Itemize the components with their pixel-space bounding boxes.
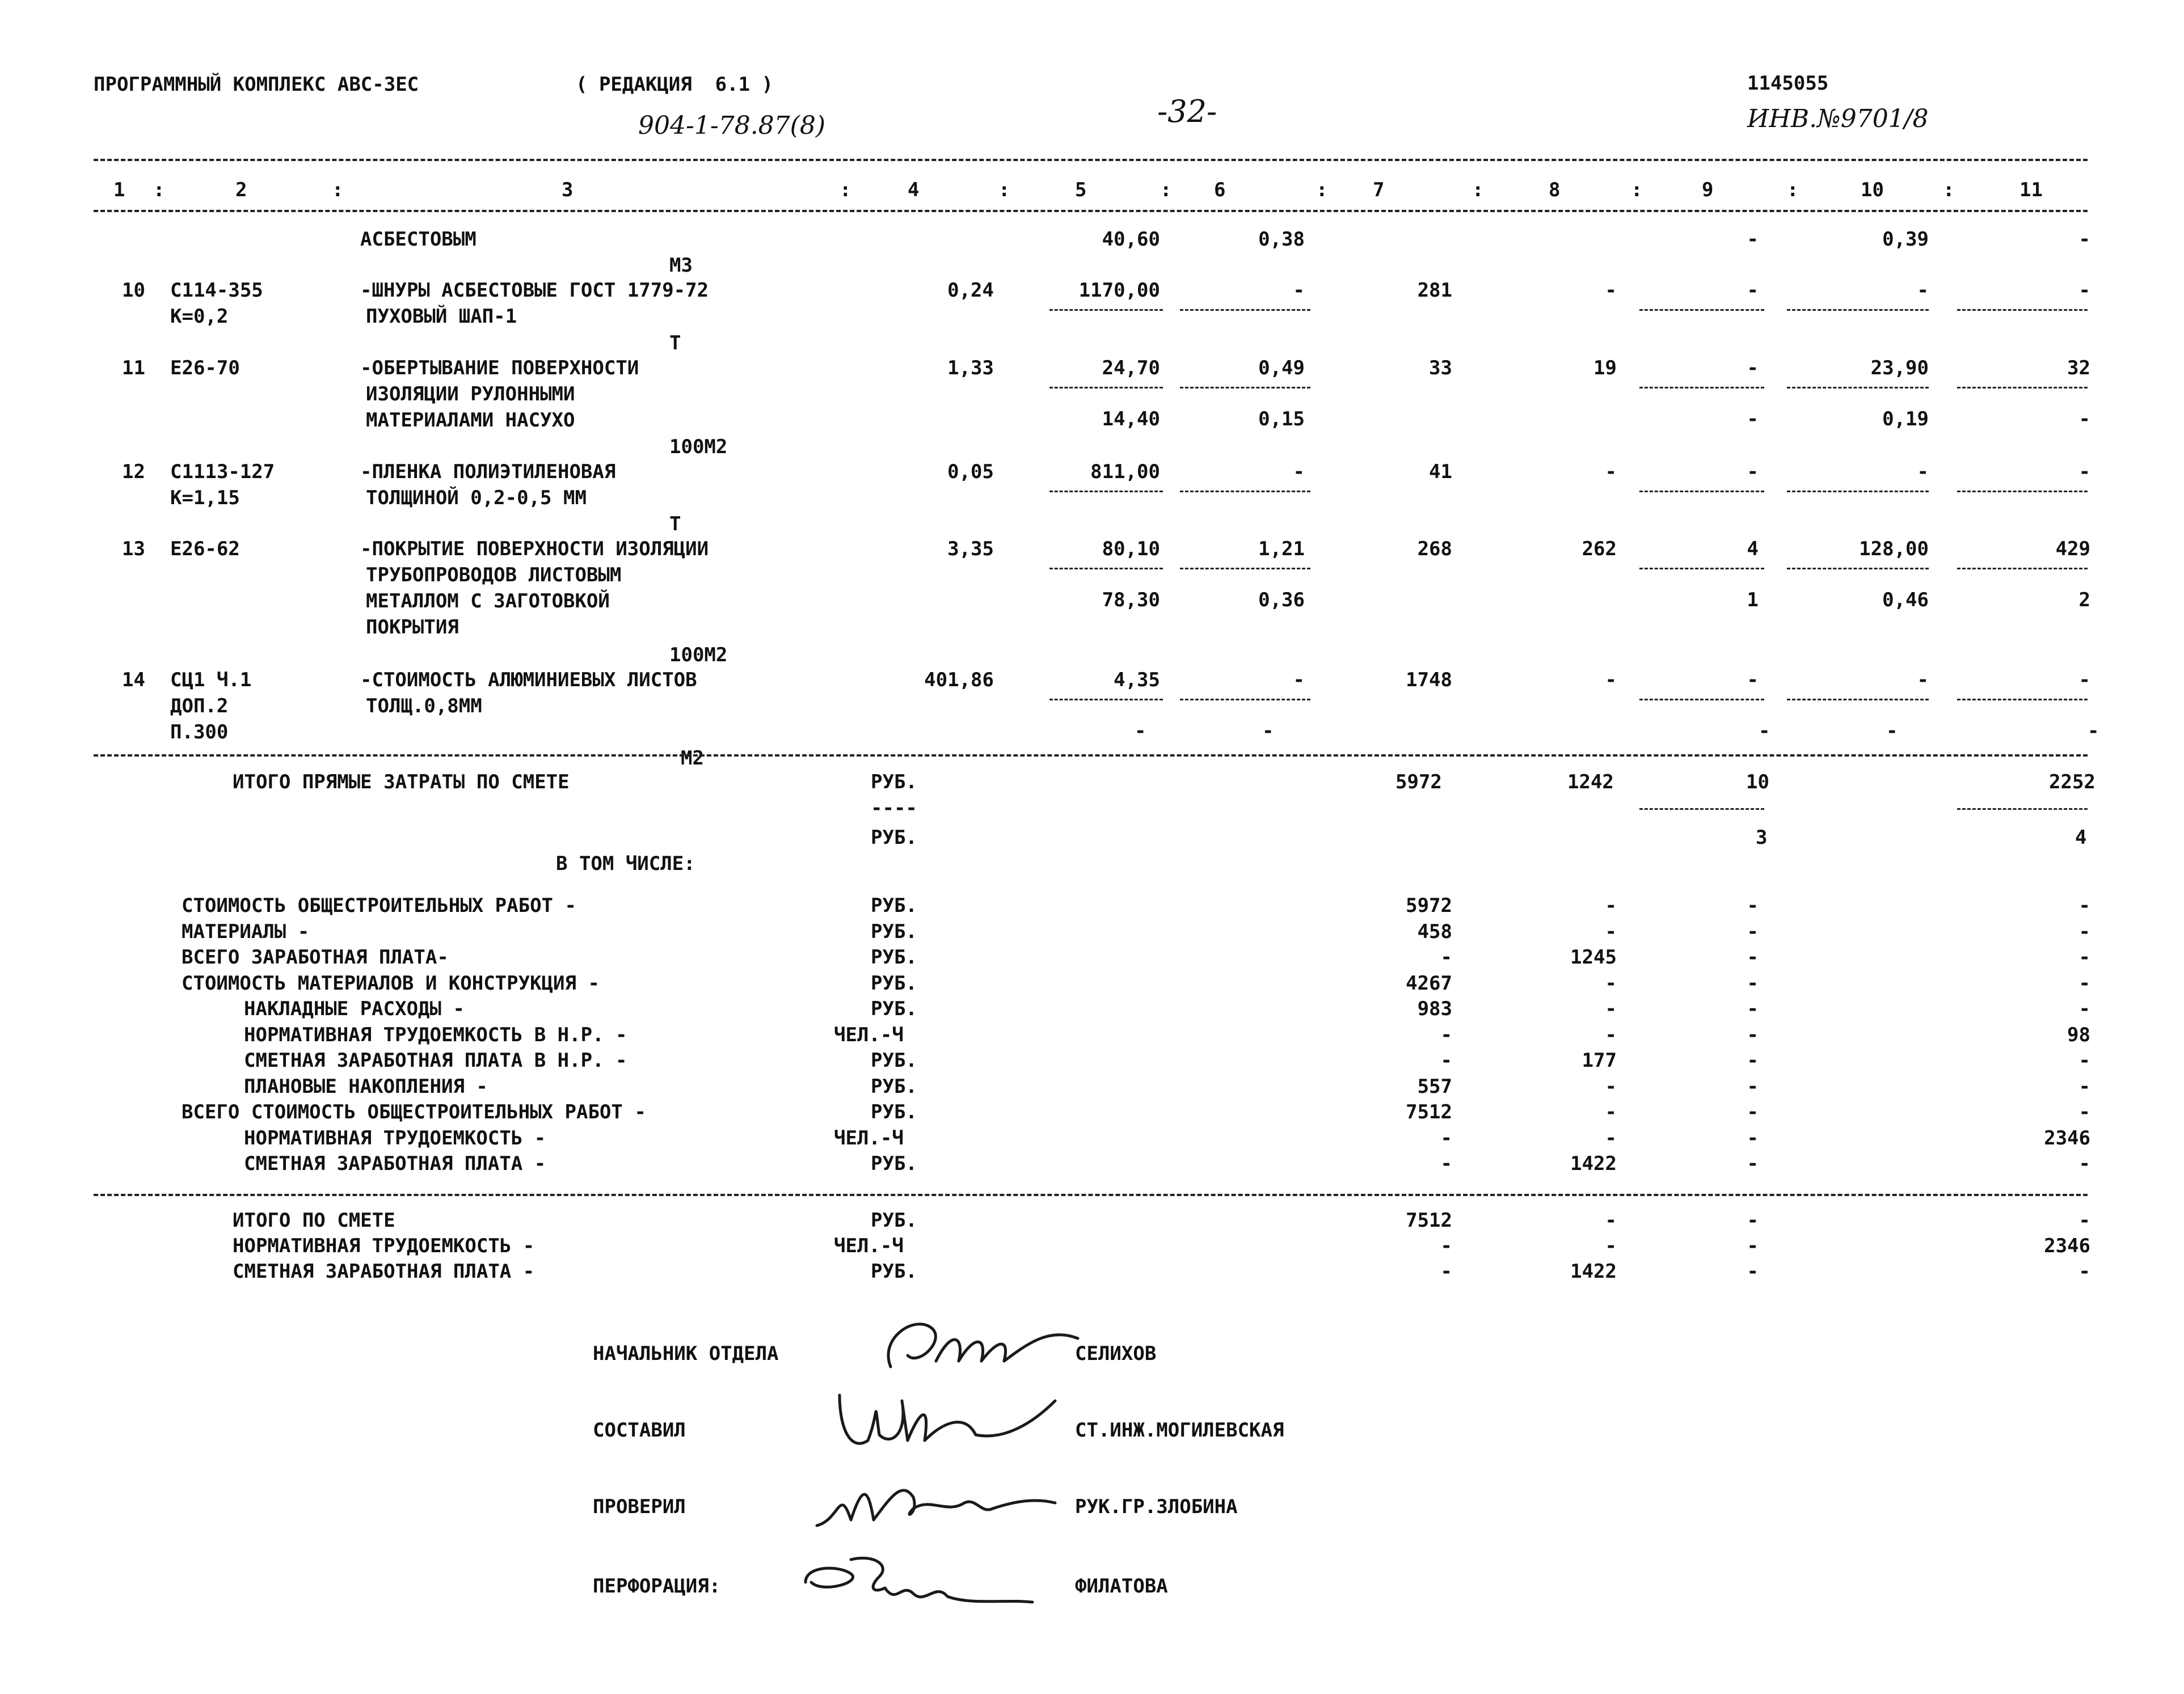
cell-qty: 0,05: [947, 461, 994, 483]
cell-empty-dash: -: [1886, 720, 1898, 742]
summary-unit: РУБ.: [871, 1101, 917, 1123]
row-number: 13: [122, 538, 145, 560]
cell-qty: 401,86: [924, 669, 994, 691]
summary-c11: -: [2078, 1101, 2090, 1123]
cell-c5b: 78,30: [1102, 589, 1160, 611]
summary-c9: -: [1747, 971, 1759, 995]
row-name-line: МЕТАЛЛОМ С ЗАГОТОВКОЙ: [366, 590, 610, 612]
row-name-line: ТОЛЩИНОЙ 0,2-0,5 ММ: [366, 487, 587, 509]
column-divider: :: [332, 179, 344, 201]
summary-unit: РУБ.: [871, 998, 917, 1020]
cell-qty: 3,35: [947, 538, 994, 560]
summary-c11: -: [2078, 920, 2090, 943]
final-c9: -: [1747, 1235, 1759, 1257]
edition-label: ( РЕДАКЦИЯ 6.1 ): [576, 73, 773, 96]
summary-c8: 1422: [1570, 1152, 1617, 1175]
cell-c8: 19: [1593, 357, 1617, 379]
summary-label: НОРМАТИВНАЯ ТРУДОЕМКОСТЬ В Н.Р. -: [244, 1023, 627, 1046]
cell-divider: [1049, 699, 1163, 700]
column-header-11: 11: [2019, 179, 2043, 201]
final-unit: РУБ.: [871, 1260, 917, 1283]
cell-divider: [1787, 491, 1929, 492]
final-c11: 2346: [2044, 1235, 2090, 1257]
cell-divider: [1180, 491, 1310, 492]
cell-c5: 80,10: [1102, 538, 1160, 560]
cell-c5b: 14,40: [1102, 408, 1160, 430]
summary-c11: 98: [2067, 1023, 2090, 1046]
cell-c6: 0,49: [1258, 357, 1305, 379]
summary-c7: -: [1440, 946, 1452, 969]
total-label: ИТОГО ПРЯМЫЕ ЗАТРАТЫ ПО СМЕТЕ: [233, 771, 570, 793]
unit-label: М3: [669, 254, 693, 277]
cell-c8: -: [1605, 279, 1617, 302]
summary-c7: 5972: [1406, 894, 1452, 917]
cell-c11b: 2: [2078, 589, 2090, 611]
cell-divider: [1639, 309, 1764, 311]
final-label: СМЕТНАЯ ЗАРАБОТНАЯ ПЛАТА -: [233, 1260, 535, 1283]
summary-unit: РУБ.: [871, 1075, 917, 1098]
cell-empty-dash: -: [1759, 720, 1770, 742]
cell-c10: 23,90: [1870, 357, 1929, 379]
column-header-9: 9: [1702, 179, 1714, 201]
row-name: -ШНУРЫ АСБЕСТОВЫЕ ГОСТ 1779-72: [360, 279, 709, 302]
signature-role-head: НАЧАЛЬНИК ОТДЕЛА: [593, 1342, 779, 1365]
summary-c11: -: [2078, 1049, 2090, 1072]
cell-c7: 281: [1417, 279, 1452, 302]
summary-unit: РУБ.: [871, 920, 917, 943]
summary-c8: -: [1605, 998, 1617, 1020]
column-divider: :: [840, 179, 851, 201]
cell-c9: 4: [1747, 538, 1759, 560]
summary-c9: -: [1747, 1023, 1759, 1046]
final-c7: -: [1440, 1260, 1452, 1283]
row-name-line: ТРУБОПРОВОДОВ ЛИСТОВЫМ: [366, 564, 622, 586]
signature-name-head: СЕЛИХОВ: [1075, 1342, 1157, 1365]
summary-unit: РУБ.: [871, 894, 917, 917]
separator-header: [94, 210, 2088, 212]
summary-label: СМЕТНАЯ ЗАРАБОТНАЯ ПЛАТА -: [244, 1152, 546, 1175]
row-name: АСБЕСТОВЫМ: [360, 228, 477, 251]
summary-c9: -: [1747, 1075, 1759, 1098]
row-number: 12: [122, 461, 145, 483]
total-unit: РУБ.: [871, 771, 917, 793]
total-c7: 5972: [1395, 771, 1442, 793]
row-name-line: МАТЕРИАЛАМИ НАСУХО: [366, 409, 575, 432]
summary-c7: 4267: [1406, 971, 1452, 995]
cell-divider: [1787, 568, 1929, 569]
final-c7: 7512: [1406, 1209, 1452, 1232]
cell-divider: [1639, 491, 1764, 492]
row-name: -ПОКРЫТИЕ ПОВЕРХНОСТИ ИЗОЛЯЦИИ: [360, 538, 709, 560]
summary-c7: -: [1440, 1152, 1452, 1175]
total-c9b: 3: [1756, 826, 1768, 849]
row-code: С1113-127: [170, 461, 275, 483]
cell-c9: -: [1747, 461, 1759, 483]
cell-c8: -: [1605, 669, 1617, 691]
summary-c11: -: [2078, 971, 2090, 995]
cell-divider: [1639, 387, 1764, 388]
cell-divider: [1957, 568, 2088, 569]
summary-c9: -: [1747, 1126, 1759, 1150]
cell-c5: 811,00: [1090, 461, 1160, 483]
summary-c7: 557: [1417, 1075, 1452, 1098]
summary-c8: -: [1605, 971, 1617, 995]
row-number: 14: [122, 669, 145, 691]
cell-c6: -: [1293, 461, 1305, 483]
row-code-line: П.300: [170, 721, 229, 743]
final-c9: -: [1747, 1209, 1759, 1232]
row-name-line: ТОЛЩ.0,8ММ: [366, 695, 482, 717]
cell-c10: -: [1917, 279, 1929, 302]
row-name: -СТОИМОСТЬ АЛЮМИНИЕВЫХ ЛИСТОВ: [360, 669, 697, 691]
summary-label: ВСЕГО ЗАРАБОТНАЯ ПЛАТА-: [182, 946, 449, 969]
summary-label: НАКЛАДНЫЕ РАСХОДЫ -: [244, 998, 465, 1020]
total-c11: 2252: [2049, 771, 2096, 793]
summary-label: СТОИМОСТЬ МАТЕРИАЛОВ И КОНСТРУКЦИЯ -: [182, 971, 600, 995]
column-header-2: 2: [235, 179, 247, 201]
inventory-number: ИНВ.№9701/8: [1747, 104, 1929, 133]
cell-c6b: 0,36: [1258, 589, 1305, 611]
column-header-7: 7: [1373, 179, 1385, 201]
separator-summary-end: [94, 1194, 2088, 1196]
row-code-line: ДОП.2: [170, 695, 229, 717]
column-header-10: 10: [1861, 179, 1884, 201]
row-name-line: ИЗОЛЯЦИИ РУЛОННЫМИ: [366, 383, 575, 405]
total-c8: 1242: [1567, 771, 1614, 793]
signature-role-perforation: ПЕРФОРАЦИЯ:: [593, 1575, 721, 1598]
row-number: 10: [122, 279, 145, 302]
summary-c11: 2346: [2044, 1126, 2090, 1150]
row-code: Е26-62: [170, 538, 240, 560]
final-c8: -: [1605, 1209, 1617, 1232]
summary-label: СТОИМОСТЬ ОБЩЕСТРОИТЕЛЬНЫХ РАБОТ -: [182, 894, 576, 917]
summary-c9: -: [1747, 1152, 1759, 1175]
cell-c7: 1748: [1406, 669, 1452, 691]
row-code-line: К=0,2: [170, 305, 229, 328]
including-label: В ТОМ ЧИСЛЕ:: [556, 852, 695, 875]
cell-divider: [1180, 568, 1310, 569]
cell-c10: -: [1917, 461, 1929, 483]
column-divider: :: [998, 179, 1010, 201]
final-label: ИТОГО ПО СМЕТЕ: [233, 1209, 395, 1232]
cell-divider: [1957, 699, 2088, 700]
row-name: -ОБЕРТЫВАНИЕ ПОВЕРХНОСТИ: [360, 357, 639, 379]
row-code: Е26-70: [170, 357, 240, 379]
column-divider: :: [1631, 179, 1643, 201]
cell-c9b: 1: [1747, 589, 1759, 611]
cell-c8: 262: [1582, 538, 1617, 560]
summary-c11: -: [2078, 946, 2090, 969]
summary-c9: -: [1747, 1049, 1759, 1072]
final-c11: -: [2078, 1260, 2090, 1283]
summary-c8: 1245: [1570, 946, 1617, 969]
summary-unit: РУБ.: [871, 1049, 917, 1072]
summary-c8: -: [1605, 894, 1617, 917]
summary-c11: -: [2078, 894, 2090, 917]
signature-role-composer: СОСТАВИЛ: [593, 1419, 686, 1442]
cell-c11: -: [2078, 228, 2090, 251]
cell-c6: -: [1293, 279, 1305, 302]
summary-c9: -: [1747, 998, 1759, 1020]
cell-c7: 41: [1429, 461, 1452, 483]
cell-c7: 33: [1429, 357, 1452, 379]
cell-divider: [1787, 309, 1929, 311]
row-code: СЦ1 Ч.1: [170, 669, 252, 691]
signature-name-perforation: ФИЛАТОВА: [1075, 1575, 1168, 1598]
summary-c8: -: [1605, 1101, 1617, 1123]
summary-c8: -: [1605, 1023, 1617, 1046]
final-c9: -: [1747, 1260, 1759, 1283]
signature-role-checker: ПРОВЕРИЛ: [593, 1496, 686, 1518]
cell-divider: [1957, 309, 2088, 311]
cell-c11: 32: [2067, 357, 2090, 379]
final-unit: ЧЕЛ.-Ч: [834, 1235, 904, 1257]
cell-c11: -: [2078, 669, 2090, 691]
summary-c9: -: [1747, 894, 1759, 917]
final-c7: -: [1440, 1235, 1452, 1257]
summary-c8: 177: [1582, 1049, 1617, 1072]
cell-qty: 1,33: [947, 357, 994, 379]
cell-c9: -: [1747, 357, 1759, 379]
cell-qty: 0,24: [947, 279, 994, 302]
cell-c5: 40,60: [1102, 228, 1160, 251]
total-dash-c11: [1957, 808, 2088, 810]
cell-divider: [1180, 699, 1310, 700]
cell-c10b: 0,19: [1882, 408, 1929, 430]
cell-divider: [1180, 309, 1310, 311]
project-code: 904-1-78.87(8): [638, 111, 825, 140]
cell-c6b: 0,15: [1258, 408, 1305, 430]
total-c11b: 4: [2075, 826, 2087, 849]
summary-c7: -: [1440, 1023, 1452, 1046]
final-unit: РУБ.: [871, 1209, 917, 1232]
row-code-line: К=1,15: [170, 487, 240, 509]
summary-label: МАТЕРИАЛЫ -: [182, 920, 310, 943]
summary-unit: РУБ.: [871, 946, 917, 969]
final-c8: 1422: [1570, 1260, 1617, 1283]
summary-c8: -: [1605, 1126, 1617, 1150]
cell-divider: [1957, 387, 2088, 388]
cell-c9: -: [1747, 669, 1759, 691]
cell-empty-dash: -: [1262, 720, 1274, 742]
unit-label: Т: [669, 513, 681, 535]
unit-label: 100М2: [669, 436, 728, 458]
unit-label: 100М2: [669, 644, 728, 666]
summary-unit: РУБ.: [871, 1152, 917, 1175]
summary-c9: -: [1747, 946, 1759, 969]
summary-c8: -: [1605, 920, 1617, 943]
summary-c7: 458: [1417, 920, 1452, 943]
cell-c9: -: [1747, 279, 1759, 302]
cell-c10: 128,00: [1859, 538, 1929, 560]
column-divider: :: [1787, 179, 1799, 201]
signature-composer: [817, 1378, 1066, 1463]
cell-c6: 0,38: [1258, 228, 1305, 251]
cell-c11: 429: [2055, 538, 2090, 560]
summary-unit: ЧЕЛ.-Ч: [834, 1126, 904, 1150]
column-divider: :: [153, 179, 165, 201]
cell-c9: -: [1747, 228, 1759, 251]
cell-divider: [1049, 387, 1163, 388]
row-name: -ПЛЕНКА ПОЛИЭТИЛЕНОВАЯ: [360, 461, 616, 483]
summary-c8: -: [1605, 1075, 1617, 1098]
cell-c5: 1170,00: [1078, 279, 1160, 302]
cell-c7: 268: [1417, 538, 1452, 560]
cell-empty-dash: -: [1135, 720, 1146, 742]
cell-c10: -: [1917, 669, 1929, 691]
cell-c5: 4,35: [1114, 669, 1160, 691]
unit-label: М2: [681, 747, 704, 770]
signature-name-checker: РУК.ГР.ЗЛОБИНА: [1075, 1496, 1238, 1518]
unit-label: Т: [669, 332, 681, 354]
summary-unit: РУБ.: [871, 971, 917, 995]
summary-label: ВСЕГО СТОИМОСТЬ ОБЩЕСТРОИТЕЛЬНЫХ РАБОТ -: [182, 1101, 646, 1123]
column-header-8: 8: [1549, 179, 1561, 201]
total-dash-c9: [1639, 808, 1764, 810]
cell-c10: 0,39: [1882, 228, 1929, 251]
document-number: 1145055: [1747, 72, 1829, 95]
signature-perforation: [789, 1543, 1049, 1622]
cell-divider: [1787, 699, 1929, 700]
final-label: НОРМАТИВНАЯ ТРУДОЕМКОСТЬ -: [233, 1235, 535, 1257]
summary-c9: -: [1747, 1101, 1759, 1123]
summary-label: ПЛАНОВЫЕ НАКОПЛЕНИЯ -: [244, 1075, 488, 1098]
separator-top: [94, 159, 2088, 161]
summary-c11: -: [2078, 1152, 2090, 1175]
cell-divider: [1639, 568, 1764, 569]
cell-c11b: -: [2078, 408, 2090, 430]
column-header-5: 5: [1075, 179, 1087, 201]
cell-divider: [1787, 387, 1929, 388]
total-unit-2: РУБ.: [871, 826, 917, 849]
summary-c9: -: [1747, 920, 1759, 943]
final-c8: -: [1605, 1235, 1617, 1257]
cell-divider: [1049, 568, 1163, 569]
page-number: -32-: [1157, 94, 1217, 129]
summary-unit: ЧЕЛ.-Ч: [834, 1023, 904, 1046]
column-divider: :: [1316, 179, 1328, 201]
summary-c7: 983: [1417, 998, 1452, 1020]
column-divider: :: [1160, 179, 1172, 201]
cell-c11: -: [2078, 279, 2090, 302]
cell-c8: -: [1605, 461, 1617, 483]
row-number: 11: [122, 357, 145, 379]
summary-c7: -: [1440, 1126, 1452, 1150]
column-header-3: 3: [562, 179, 574, 201]
summary-c11: -: [2078, 998, 2090, 1020]
cell-c10b: 0,46: [1882, 589, 1929, 611]
cell-c6: 1,21: [1258, 538, 1305, 560]
summary-label: СМЕТНАЯ ЗАРАБОТНАЯ ПЛАТА В Н.Р. -: [244, 1049, 627, 1072]
signature-checker: [806, 1463, 1066, 1537]
summary-c7: 7512: [1406, 1101, 1452, 1123]
cell-divider: [1049, 491, 1163, 492]
cell-empty-dash: -: [2088, 720, 2099, 742]
summary-c11: -: [2078, 1075, 2090, 1098]
program-title: ПРОГРАММНЫЙ КОМПЛЕКС АВС-ЗЕС: [94, 73, 419, 96]
row-code: С114-355: [170, 279, 263, 302]
row-name-line: ПОКРЫТИЯ: [366, 616, 459, 639]
cell-divider: [1957, 491, 2088, 492]
summary-c7: -: [1440, 1049, 1452, 1072]
signature-name-composer: СТ.ИНЖ.МОГИЛЕВСКАЯ: [1075, 1419, 1284, 1442]
signature-head: [868, 1304, 1095, 1384]
cell-c5: 24,70: [1102, 357, 1160, 379]
summary-label: НОРМАТИВНАЯ ТРУДОЕМКОСТЬ -: [244, 1126, 546, 1150]
column-header-4: 4: [908, 179, 920, 201]
row-name-line: ПУХОВЫЙ ШАП-1: [366, 305, 517, 328]
separator-table-end: [94, 754, 2088, 757]
column-divider: :: [1943, 179, 1955, 201]
column-header-6: 6: [1214, 179, 1226, 201]
final-c11: -: [2078, 1209, 2090, 1232]
cell-c9b: -: [1747, 408, 1759, 430]
total-c9: 10: [1746, 771, 1769, 793]
column-header-1: 1: [113, 179, 125, 201]
column-divider: :: [1472, 179, 1484, 201]
total-unit-dash: ----: [871, 797, 917, 819]
cell-divider: [1049, 309, 1163, 311]
cell-divider: [1180, 387, 1310, 388]
cell-divider: [1639, 699, 1764, 700]
cell-c6: -: [1293, 669, 1305, 691]
cell-c11: -: [2078, 461, 2090, 483]
